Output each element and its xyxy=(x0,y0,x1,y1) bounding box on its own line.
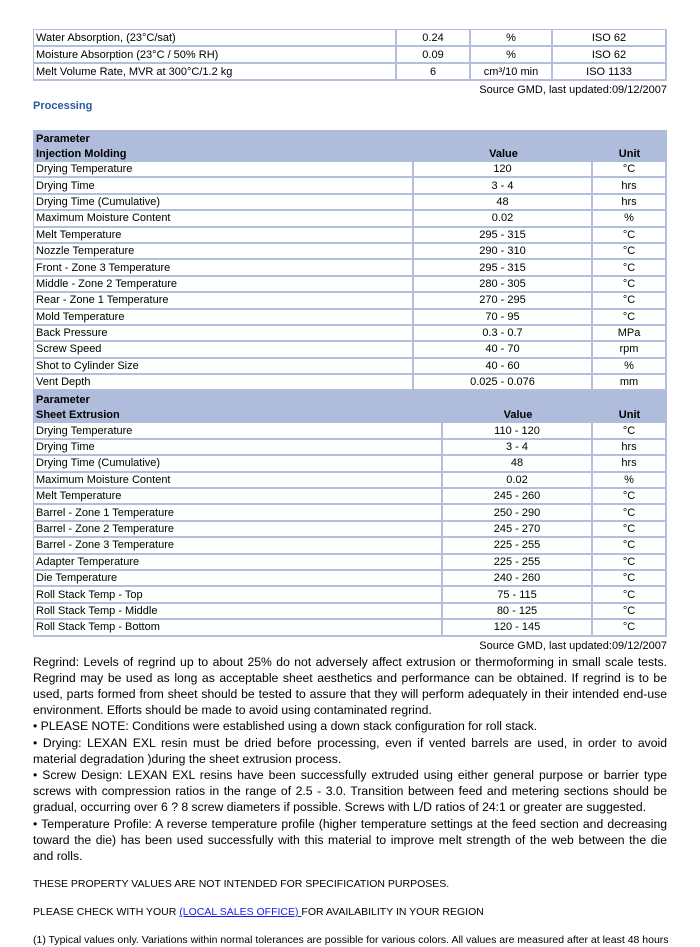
cell-unit: % xyxy=(593,473,667,489)
cell-parameter: Roll Stack Temp - Middle xyxy=(33,604,443,620)
table-row xyxy=(33,310,667,326)
cell-value: 120 - 145 xyxy=(443,620,593,636)
cell-value: 40 - 70 xyxy=(414,342,593,358)
table-row xyxy=(33,423,667,439)
cell-unit: °C xyxy=(593,620,667,636)
availability-suffix: FOR AVAILABILITY IN YOUR REGION xyxy=(301,906,484,919)
cell-parameter: Screw Speed xyxy=(33,342,414,358)
table-row xyxy=(33,293,667,309)
cell-parameter: Die Temperature xyxy=(33,571,443,587)
cell-value: 3 - 4 xyxy=(414,178,593,194)
cell-parameter: Drying Temperature xyxy=(33,423,443,439)
header-unit: Unit xyxy=(593,146,667,162)
datasheet-page xyxy=(33,29,667,947)
cell-standard: ISO 1133 xyxy=(553,64,667,81)
cell-unit: °C xyxy=(593,260,667,276)
cell-unit: mm xyxy=(593,375,667,391)
sheet-extrusion-table xyxy=(33,391,667,636)
cell-parameter: Melt Temperature xyxy=(33,228,414,244)
cell-unit: MPa xyxy=(593,326,667,342)
cell-property: Moisture Absorption (23°C / 50% RH) xyxy=(33,47,397,64)
cell-parameter: Maximum Moisture Content xyxy=(33,473,443,489)
table-row xyxy=(33,489,667,505)
table-row xyxy=(33,375,667,391)
availability-notice xyxy=(33,905,667,919)
table-row xyxy=(33,178,667,194)
cell-value: 225 - 255 xyxy=(443,555,593,571)
header-parameter: Parameter xyxy=(33,391,443,407)
cell-value: 3 - 4 xyxy=(443,440,593,456)
cell-unit: °C xyxy=(593,555,667,571)
cell-value: 0.24 xyxy=(397,29,471,47)
cell-parameter: Melt Temperature xyxy=(33,489,443,505)
cell-unit: °C xyxy=(593,604,667,620)
table-row xyxy=(33,604,667,620)
table-row xyxy=(33,473,667,489)
cell-value: 280 - 305 xyxy=(414,277,593,293)
cell-unit: °C xyxy=(593,489,667,505)
cell-unit: °C xyxy=(593,162,667,178)
header-value: Value xyxy=(443,407,593,423)
cell-unit: °C xyxy=(593,423,667,439)
cell-parameter: Nozzle Temperature xyxy=(33,244,414,260)
table-row xyxy=(33,522,667,538)
cell-parameter: Back Pressure xyxy=(33,326,414,342)
cell-value: 40 - 60 xyxy=(414,359,593,375)
cell-value: 225 - 255 xyxy=(443,538,593,554)
header-section-injection-molding: Injection Molding xyxy=(33,146,414,162)
table-header-row xyxy=(33,407,667,423)
cell-unit: °C xyxy=(593,293,667,309)
note-drying: • Drying: LEXAN EXL resin must be dried before processing, even if vented barrels are used, in order to avoid material degradation )during the sheet extrusion process. xyxy=(33,735,667,766)
cell-parameter: Middle - Zone 2 Temperature xyxy=(33,277,414,293)
cell-unit: °C xyxy=(593,571,667,587)
cell-parameter: Front - Zone 3 Temperature xyxy=(33,260,414,276)
table-row xyxy=(33,47,667,64)
cell-standard: ISO 62 xyxy=(553,29,667,47)
cell-value: 240 - 260 xyxy=(443,571,593,587)
cell-unit: hrs xyxy=(593,456,667,472)
header-value: Value xyxy=(414,146,593,162)
cell-parameter: Drying Temperature xyxy=(33,162,414,178)
cell-parameter: Barrel - Zone 1 Temperature xyxy=(33,505,443,521)
table-row xyxy=(33,260,667,276)
cell-unit: °C xyxy=(593,538,667,554)
table-row xyxy=(33,359,667,375)
note-regrind: Regrind: Levels of regrind up to about 25% do not adversely affect extrusion or thermoforming in small scale tests. Regrind may be used as long as acceptable sheet aesthetics and performance can be obtained. If regrind is to be used, parts formed from sheet should be tested to assure that they will perform adequately in their intended end-use environment. Efforts should be made to avoid using contaminated regrind. xyxy=(33,654,667,718)
cell-value: 295 - 315 xyxy=(414,260,593,276)
cell-unit: rpm xyxy=(593,342,667,358)
cell-parameter: Barrel - Zone 3 Temperature xyxy=(33,538,443,554)
table-row xyxy=(33,211,667,227)
table-row xyxy=(33,64,667,81)
table-row xyxy=(33,29,667,47)
cell-value: 250 - 290 xyxy=(443,505,593,521)
table-row xyxy=(33,456,667,472)
cell-parameter: Shot to Cylinder Size xyxy=(33,359,414,375)
note-screw-design: • Screw Design: LEXAN EXL resins have been successfully extruded using either general purpose or barrier type screws with compression ratios in the range of 2.5 - 3.0. Transition between feed and metering sections should be gradual, occurring over 6 ? 8 screw diameters if possible. Screws with L/D ratios of 24:1 or greater are suggested. xyxy=(33,767,667,815)
cell-value: 80 - 125 xyxy=(443,604,593,620)
cell-unit: °C xyxy=(593,587,667,603)
cell-value: 0.025 - 0.076 xyxy=(414,375,593,391)
cell-unit: % xyxy=(593,359,667,375)
cell-value: 48 xyxy=(414,195,593,211)
cell-unit: °C xyxy=(593,310,667,326)
cell-standard: ISO 62 xyxy=(553,47,667,64)
cell-unit: hrs xyxy=(593,178,667,194)
cell-value: 110 - 120 xyxy=(443,423,593,439)
cell-property: Melt Volume Rate, MVR at 300°C/1.2 kg xyxy=(33,64,397,81)
cell-value: 245 - 270 xyxy=(443,522,593,538)
note-please-note: • PLEASE NOTE: Conditions were established using a down stack configuration for roll stack. xyxy=(33,719,538,734)
cell-unit: °C xyxy=(593,505,667,521)
cell-value: 0.02 xyxy=(414,211,593,227)
cell-parameter: Adapter Temperature xyxy=(33,555,443,571)
header-section-sheet-extrusion: Sheet Extrusion xyxy=(33,407,443,423)
cell-value: 6 xyxy=(397,64,471,81)
header-parameter: Parameter xyxy=(33,130,414,146)
table-row xyxy=(33,162,667,178)
table-row xyxy=(33,228,667,244)
cell-parameter: Drying Time (Cumulative) xyxy=(33,456,443,472)
cell-unit: °C xyxy=(593,244,667,260)
cell-value: 70 - 95 xyxy=(414,310,593,326)
cell-parameter: Drying Time (Cumulative) xyxy=(33,195,414,211)
table-row xyxy=(33,277,667,293)
processing-section-title: Processing xyxy=(33,100,93,112)
cell-parameter: Drying Time xyxy=(33,440,443,456)
cell-value: 0.09 xyxy=(397,47,471,64)
injection-molding-table xyxy=(33,130,667,391)
table-row xyxy=(33,195,667,211)
cell-unit: % xyxy=(471,29,553,47)
cell-value: 75 - 115 xyxy=(443,587,593,603)
table-row xyxy=(33,620,667,636)
table-row xyxy=(33,538,667,554)
table-row xyxy=(33,505,667,521)
cell-value: 290 - 310 xyxy=(414,244,593,260)
cell-parameter: Maximum Moisture Content xyxy=(33,211,414,227)
processing-notes xyxy=(33,654,667,865)
properties-source: Source GMD, last updated:09/12/2007 xyxy=(479,84,667,96)
table-row xyxy=(33,440,667,456)
cell-unit: °C xyxy=(593,277,667,293)
cell-value: 245 - 260 xyxy=(443,489,593,505)
footnote: (1) Typical values only. Variations within normal tolerances are possible for various colors. All values are measured after at least 48 hours xyxy=(33,934,669,947)
specification-disclaimer: THESE PROPERTY VALUES ARE NOT INTENDED FOR SPECIFICATION PURPOSES. xyxy=(33,878,450,891)
cell-value: 295 - 315 xyxy=(414,228,593,244)
cell-unit: % xyxy=(471,47,553,64)
availability-prefix: PLEASE CHECK WITH YOUR xyxy=(33,906,180,919)
cell-parameter: Mold Temperature xyxy=(33,310,414,326)
local-sales-office-link[interactable]: (LOCAL SALES OFFICE) xyxy=(179,906,302,919)
table-row xyxy=(33,244,667,260)
properties-table xyxy=(33,29,667,81)
cell-unit: % xyxy=(593,211,667,227)
header-unit: Unit xyxy=(593,407,667,423)
table-row xyxy=(33,326,667,342)
table-header-row xyxy=(33,146,667,162)
cell-unit: cm³/10 min xyxy=(471,64,553,81)
cell-parameter: Roll Stack Temp - Bottom xyxy=(33,620,443,636)
note-temperature-profile: • Temperature Profile: A reverse temperature profile (higher temperature settings at the feed section and decreasing toward the die) has been used successfully with this material to improve melt strength of the web between the die and rolls. xyxy=(33,816,667,863)
table-row xyxy=(33,587,667,603)
cell-unit: hrs xyxy=(593,440,667,456)
cell-parameter: Rear - Zone 1 Temperature xyxy=(33,293,414,309)
table-row xyxy=(33,342,667,358)
table-header-row xyxy=(33,391,667,407)
cell-property: Water Absorption, (23°C/sat) xyxy=(33,29,397,47)
cell-value: 48 xyxy=(443,456,593,472)
cell-unit: hrs xyxy=(593,195,667,211)
cell-unit: °C xyxy=(593,228,667,244)
table-row xyxy=(33,571,667,587)
cell-parameter: Roll Stack Temp - Top xyxy=(33,587,443,603)
processing-source: Source GMD, last updated:09/12/2007 xyxy=(479,639,667,652)
cell-unit: °C xyxy=(593,522,667,538)
cell-parameter: Drying Time xyxy=(33,178,414,194)
cell-parameter: Barrel - Zone 2 Temperature xyxy=(33,522,443,538)
cell-value: 0.02 xyxy=(443,473,593,489)
cell-value: 120 xyxy=(414,162,593,178)
cell-value: 270 - 295 xyxy=(414,293,593,309)
cell-parameter: Vent Depth xyxy=(33,375,414,391)
table-row xyxy=(33,555,667,571)
table-header-row xyxy=(33,130,667,146)
cell-value: 0.3 - 0.7 xyxy=(414,326,593,342)
